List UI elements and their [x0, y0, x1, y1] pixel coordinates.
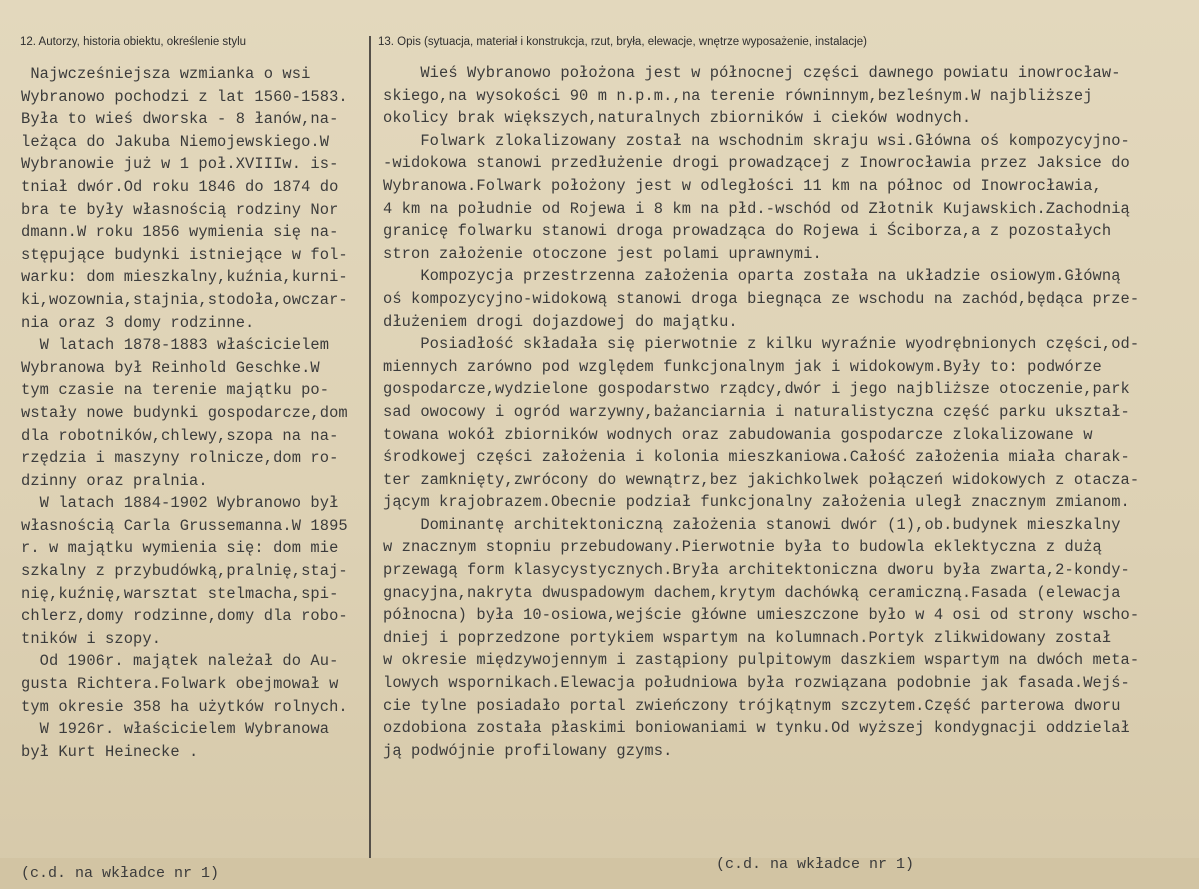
- text-line: ki,wozownia,stajnia,stodoła,owczar-: [21, 290, 348, 309]
- text-line: Dominantę architektoniczną założenia stanowi dwór (1),ob.budynek mieszkalny: [383, 515, 1121, 534]
- text-line: nia oraz 3 domy rodzinne.: [21, 313, 255, 332]
- text-line: dłużeniem drogi dojazdowej do majątku.: [383, 312, 738, 331]
- text-line: Wybranowa.Folwark położony jest w odległości 11 km na północ od Inowrocławia,: [383, 176, 1102, 195]
- section-12-heading: 12. Autorzy, historia obiektu, określenie stylu: [20, 36, 247, 48]
- text-line: stron założenie otoczone jest polami uprawnymi.: [383, 244, 822, 263]
- text-line: gusta Richtera.Folwark obejmował w: [21, 675, 339, 694]
- text-line: skiego,na wysokości 90 m n.p.m.,na terenie równinnym,bezleśnym.W najbliższej: [383, 86, 1093, 105]
- text-line: dniej i poprzedzone portykiem wspartym na kolumnach.Portyk zlikwidowany został: [383, 628, 1112, 647]
- text-line: przewagą form klasycystycznych.Bryła architektoniczna dworu była zwarta,2-kondy-: [383, 561, 1130, 580]
- text-line: Wybranowie już w 1 poł.XVIIIw. is-: [21, 155, 339, 174]
- text-line: cie tylne posiadało portal zwieńczony trójkątnym szczytem.Część parterowa dworu: [383, 696, 1121, 715]
- text-line: w okresie międzywojennym i zastąpiony pulpitowym daszkiem wspartym na dwóch meta-: [383, 651, 1140, 670]
- text-line: sad owocowy i ogród warzywny,bażanciarnia i naturalistyczna część parku ukształ-: [383, 402, 1130, 421]
- history-text: [21, 63, 367, 763]
- text-line: Posiadłość składała się pierwotnie z kilku wyraźnie wyodrębnionych części,od-: [383, 335, 1140, 354]
- right-continuation-note: (c.d. na wkładce nr 1): [716, 856, 915, 873]
- text-line: W 1926r. właścicielem Wybranowa: [21, 720, 330, 739]
- text-line: okolicy brak większych,naturalnych zbiorników i cieków wodnych.: [383, 109, 972, 128]
- text-line: granicę folwarku stanowi droga prowadząca do Rojewa i Ściborza,a z pozostałych: [383, 222, 1112, 241]
- text-line: dmann.W roku 1856 wymienia się na-: [21, 223, 339, 242]
- text-line: ją podwójnie profilowany gzyms.: [383, 741, 673, 760]
- text-line: rzędzia i maszyny rolnicze,dom ro-: [21, 449, 339, 468]
- text-line: ozdobiona została płaskimi boniowaniami w tynku.Od wyższej kondygnacji oddzielał: [383, 719, 1130, 738]
- text-line: Była to wieś dworska - 8 łanów,na-: [21, 110, 339, 129]
- text-line: gospodarcze,wydzielone gospodarstwo rządcy,dwór i jego najbliższe otoczenie,park: [383, 380, 1130, 399]
- text-line: towana wokół zbiorników wodnych oraz zabudowania gospodarcze zlokalizowane w: [383, 425, 1093, 444]
- text-line: W latach 1884-1902 Wybranowo był: [21, 494, 339, 513]
- text-line: Najwcześniejsza wzmianka o wsi: [21, 65, 311, 83]
- text-line: szkalny z przybudówką,pralnię,staj-: [21, 562, 348, 581]
- section-13-heading: 13. Opis (sytuacja, materiał i konstrukcja, rzut, bryła, elewacje, wnętrze wyposażenie, instalacje): [378, 36, 867, 48]
- text-line: tników i szopy.: [21, 629, 162, 648]
- text-line: bra te były własnością rodziny Nor: [21, 200, 339, 219]
- text-line: Wybranowo pochodzi z lat 1560-1583.: [21, 87, 348, 106]
- text-line: lowych wspornikach.Elewacja południowa była rozwiązana podobnie jak fasada.Wejś-: [383, 674, 1130, 693]
- text-line: stępujące budynki istniejące w fol-: [21, 245, 348, 264]
- text-line: Od 1906r. majątek należał do Au-: [21, 652, 339, 671]
- text-line: Wieś Wybranowo położona jest w północnej części dawnego powiatu inowrocław-: [383, 64, 1121, 82]
- text-line: ter zamknięty,zwrócony do wewnątrz,bez jakichkolwek połączeń widokowych z otacza-: [383, 470, 1140, 489]
- text-line: miennych zarówno pod względem funkcjonalnym jak i widokowym.Były to: podwórze: [383, 357, 1102, 376]
- text-line: wstały nowe budynki gospodarcze,dom: [21, 403, 348, 422]
- text-line: warku: dom mieszkalny,kuźnia,kurni-: [21, 268, 348, 287]
- text-line: jącym krajobrazem.Obecnie podział funkcjonalny założenia uległ znacznym zmianom.: [383, 493, 1130, 512]
- column-divider: [369, 36, 371, 858]
- text-line: nię,kuźnię,warsztat stelmacha,spi-: [21, 584, 339, 603]
- text-line: chlerz,domy rodzinne,domy dla robo-: [21, 607, 348, 626]
- text-line: W latach 1878-1883 właścicielem: [21, 336, 330, 355]
- text-line: własnością Carla Grussemanna.W 1895: [21, 516, 348, 535]
- text-line: był Kurt Heinecke .: [21, 742, 199, 761]
- text-line: Kompozycja przestrzenna założenia oparta została na układzie osiowym.Główną: [383, 267, 1121, 286]
- text-line: oś kompozycyjno-widokową stanowi droga biegnąca ze wschodu na zachód,będąca prze-: [383, 289, 1140, 308]
- text-line: w znacznym stopniu przebudowany.Pierwotnie była to budowla eklektyczna z dużą: [383, 538, 1102, 557]
- text-line: 4 km na południe od Rojewa i 8 km na płd.-wschód od Złotnik Kujawskich.Zachodnią: [383, 199, 1130, 218]
- text-line: środkowej części założenia i kolonia mieszkaniowa.Całość założenia miała charak-: [383, 448, 1130, 467]
- left-continuation-note: (c.d. na wkładce nr 1): [21, 865, 220, 882]
- text-line: dzinny oraz pralnia.: [21, 471, 208, 490]
- text-line: gnacyjna,nakryta dwuspadowym dachem,krytym dachówką ceramiczną.Fasada (elewacja: [383, 583, 1121, 602]
- text-line: leżąca do Jakuba Niemojewskiego.W: [21, 132, 330, 151]
- text-line: r. w majątku wymienia się: dom mie: [21, 539, 339, 558]
- text-line: tym czasie na terenie majątku po-: [21, 381, 330, 400]
- description-text: [383, 62, 1195, 762]
- text-line: -widokowa stanowi przedłużenie drogi prowadzącej z Inowrocławia przez Jaksice do: [383, 154, 1130, 173]
- text-line: tniał dwór.Od roku 1846 do 1874 do: [21, 177, 339, 196]
- text-line: tym okresie 358 ha użytków rolnych.: [21, 697, 348, 716]
- text-line: Wybranowa był Reinhold Geschke.W: [21, 358, 320, 377]
- text-line: północna) była 10-osiowa,wejście główne umieszczone było w 4 osi od strony wscho-: [383, 606, 1140, 625]
- text-line: dla robotników,chlewy,szopa na na-: [21, 426, 339, 445]
- text-line: Folwark zlokalizowany został na wschodnim skraju wsi.Główna oś kompozycyjno-: [383, 131, 1130, 150]
